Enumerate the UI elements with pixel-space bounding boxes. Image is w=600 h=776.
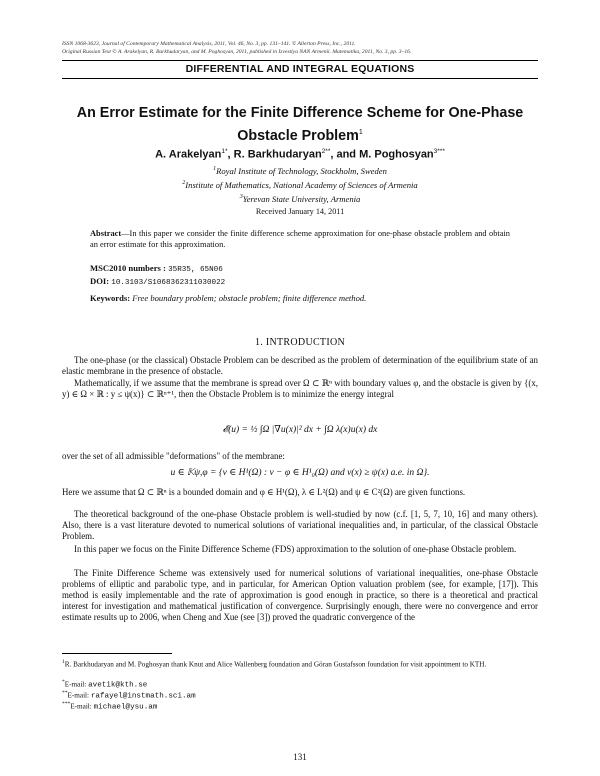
doi: DOI: 10.3103/S1068362311030022 [90, 276, 226, 287]
paragraph-5: The Finite Difference Scheme was extensively used for numerical solutions of variational inequalities, one-phase Obstacle problems of elliptic and parabolic type, and in particular, for American Option valuation problem (see, for example, [17]). This method is easily implementable and the rate of approximation is good enough in practice, so there is a theoretical and practical interest for investigation and mathematical justification of convergence. Surprisingly enough, there were no convergence and error estimate results up to 2006, when Cheng and Xue (see [3]) proved the quadratic convergence of the [62, 568, 538, 622]
msc-value: 35R35, 65N06 [168, 266, 223, 274]
page-number: 131 [293, 752, 307, 762]
email-link-3[interactable]: michael@ysu.am [93, 703, 158, 712]
email-link-2[interactable]: rafayel@instmath.sci.am [90, 692, 196, 701]
abstract [90, 228, 510, 250]
footnote-rule [62, 653, 172, 654]
author-list [0, 148, 600, 161]
paragraph-1: The one-phase (or the classical) Obstacle Problem can be described as the problem of determination of the equilibrium state of an elastic membrane in the presence of obstacle. [62, 355, 538, 376]
doi-value[interactable]: 10.3103/S1068362311030022 [111, 279, 226, 287]
paper-title [62, 104, 538, 146]
received-date: Received January 14, 2011 [255, 207, 345, 216]
affiliation-3: $^3$Yerevan State University, Armenia [239, 194, 361, 204]
author-separator-1: , [227, 148, 234, 161]
author-separator-2: , and [330, 148, 360, 161]
title-footnote-mark: 1 [358, 129, 363, 136]
header-rule-top [62, 60, 538, 61]
energy-integral-equation: 𝓔(u) = ½ ∫Ω |∇u(x)|² dx + ∫Ω λ(x)u(x) dx [222, 425, 378, 435]
title-line-2: Obstacle Problem$^1$ [237, 127, 363, 144]
keywords: Keywords: Free boundary problem; obstacle problem; finite difference method. [90, 293, 367, 303]
author-3-mark: 3*** [433, 148, 445, 155]
introduction-heading: 1. INTRODUCTION [254, 337, 346, 348]
author-3: M. Poghosyan [359, 148, 434, 161]
footnote-email-2: **E-mail: rafayel@instmath.sci.am [62, 690, 196, 701]
affiliation-2: $^2$Institute of Mathematics, National Academy of Sciences of Armenia [182, 180, 418, 190]
title-line-1: An Error Estimate for the Finite Difference Scheme for One-Phase [76, 105, 524, 121]
abstract-label: Abstract [90, 229, 122, 238]
abstract-text: —In this paper we consider the finite difference scheme approximation for one-phase obstacle problem and obtain an error estimate for this approximation. [90, 229, 510, 249]
msc-numbers: MSC2010 numbers : 35R35, 65N06 [90, 263, 223, 274]
author-1: A. Arakelyan [155, 148, 222, 161]
footnote-email-1: *E-mail: avetik@kth.se [62, 679, 148, 690]
footnote-email-3: ***E-mail: michael@ysu.am [62, 701, 158, 712]
admissible-set-equation: u ∈ 𝕂ψ,φ = {v ∈ H¹(Ω) : v − φ ∈ H¹₀(Ω) and v(x) ≥ ψ(x) a.e. in Ω}. [170, 468, 430, 478]
paragraph-2-continued: over the set of all admissible "deformations" of the membrane: [62, 451, 285, 461]
keywords-value: Free boundary problem; obstacle problem; finite difference method. [132, 293, 367, 303]
paragraph-2-end: Here we assume that Ω ⊂ ℝⁿ is a bounded domain and φ ∈ H¹(Ω), λ ∈ L²(Ω) and ψ ∈ C²(Ω) are given functions. [62, 487, 466, 497]
affiliation-1: $^1$Royal Institute of Technology, Stockholm, Sweden [213, 166, 387, 176]
paragraph-4: In this paper we focus on the Finite Difference Scheme (FDS) approximation to the solution of one-phase Obstacle problem. [74, 544, 517, 554]
footnote-1: $^1$R. Barkhudaryan and M. Poghosyan thank Knut and Alice Wallenberg foundation and Göran Gustafsson foundation for visit appointment to KTH. [62, 659, 487, 669]
section-heading: DIFFERENTIAL AND INTEGRAL EQUATIONS [185, 63, 415, 75]
journal-header-line-1: ISSN 1068-3623, Journal of Contemporary Mathematical Analysis, 2011, Vol. 46, No. 3, pp. 131–141. © Allerton Press, Inc., 2011. [62, 41, 356, 47]
header-rule-bottom [62, 78, 538, 79]
author-1-mark: 1* [221, 148, 228, 155]
email-link-1[interactable]: avetik@kth.se [88, 681, 148, 690]
paragraph-3: The theoretical background of the one-phase Obstacle problem is well-studied by now (c.f. [1, 5, 7, 10, 16] and many others). Also, there is a vast literature devoted to numerical solutions of variational inequalities and, in particular, of the classical Obstacle Problem. [62, 509, 538, 541]
author-2-mark: 2** [321, 148, 331, 155]
paragraph-2: Mathematically, if we assume that the membrane is spread over Ω ⊂ ℝⁿ with boundary values φ, and the obstacle is given by {(x, y) ∈ Ω × ℝ : y ≤ ψ(x)} ⊂ ℝⁿ⁺¹, then the Obstacle Problem is to minimize the energy integral [62, 378, 538, 399]
journal-header-line-2: Original Russian Text © A. Arakelyan, R. Barkhudaryan, and M. Poghosyan, 2011, published in Izvestiya NAN Armenii. Matematika, 2011, No. 3, pp. 3–16. [62, 49, 412, 55]
author-2: R. Barkhudaryan [233, 148, 322, 161]
